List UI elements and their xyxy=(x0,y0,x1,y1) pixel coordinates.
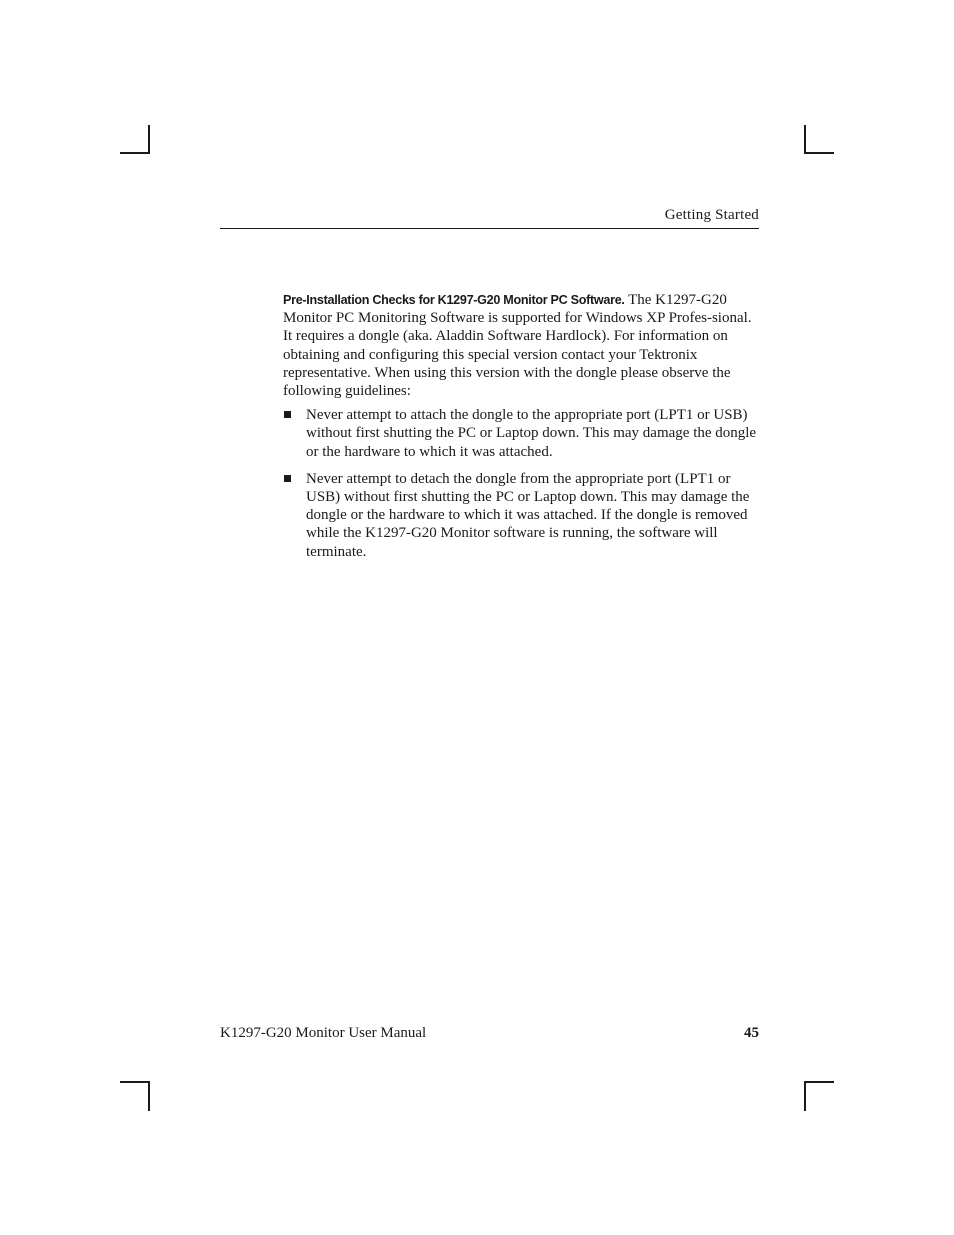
square-bullet-icon xyxy=(284,475,291,482)
intro-text: The K1297-G20 Monitor PC Monitoring Software is supported for Windows XP Profes-sional. It requires a dongle (aka. Aladdin Software Hardlock). For information on obtaining and configuring this special version contact your Tektronix representative. When using this version with the dongle please observe the following guidelines: xyxy=(283,292,752,400)
crop-mark-top-left-horizontal xyxy=(120,152,150,154)
crop-mark-top-right-vertical xyxy=(804,125,806,154)
list-item-text: Never attempt to attach the dongle to the appropriate port (LPT1 or USB) without first shutting the PC or Laptop down. This may damage the dongle or the hardware to which it was attached. xyxy=(306,407,757,460)
crop-mark-top-left-vertical xyxy=(148,125,150,154)
guideline-list xyxy=(283,406,759,561)
crop-mark-bottom-left-vertical xyxy=(148,1081,150,1111)
header-rule xyxy=(220,228,759,229)
page-number: 45 xyxy=(744,1025,759,1041)
intro-paragraph xyxy=(283,291,759,400)
list-item xyxy=(283,406,759,461)
footer-manual-title: K1297-G20 Monitor User Manual xyxy=(220,1025,427,1041)
list-item-text: Never attempt to detach the dongle from the appropriate port (LPT1 or USB) without first shutting the PC or Laptop down. This may damage the dongle or the hardware to which it was attached. If the dongle is removed while the K1297-G20 Monitor software is running, the software will terminate. xyxy=(306,470,750,560)
crop-mark-top-right-horizontal xyxy=(804,152,834,154)
run-in-heading: Pre-Installation Checks for K1297-G20 Monitor PC Software. xyxy=(283,293,625,307)
running-header: Getting Started xyxy=(664,207,759,223)
list-item xyxy=(283,470,759,561)
crop-mark-bottom-right-vertical xyxy=(804,1081,806,1111)
crop-mark-bottom-right-horizontal xyxy=(804,1081,834,1083)
crop-mark-bottom-left-horizontal xyxy=(120,1081,150,1083)
square-bullet-icon xyxy=(284,411,291,418)
main-content xyxy=(283,291,759,570)
